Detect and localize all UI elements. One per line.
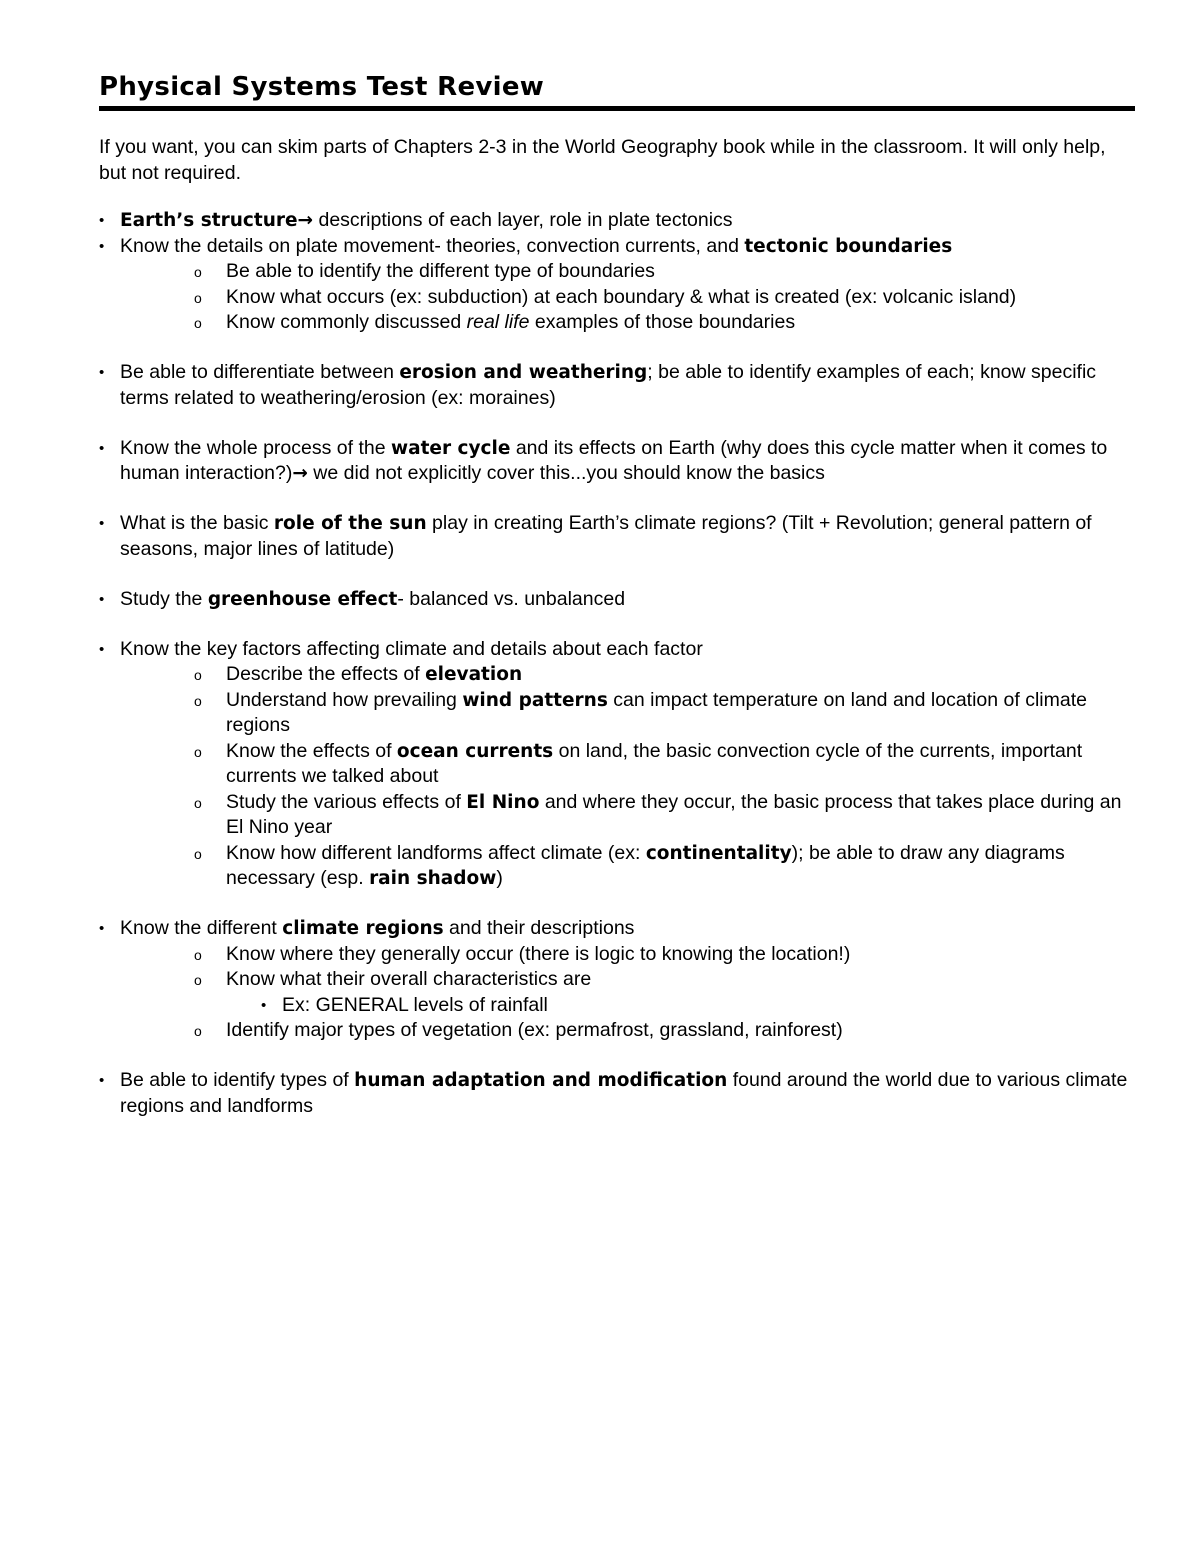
circle-marker-icon: o (194, 743, 202, 760)
sub-item-text: ); be able to draw any diagrams necessary (esp. (226, 841, 1065, 889)
bullet-icon: • (99, 237, 105, 255)
bullet-icon: • (99, 640, 105, 658)
item-text: Be able to differentiate between (120, 361, 400, 383)
bullet-icon: • (99, 212, 105, 229)
circle-marker-icon: o (194, 315, 202, 331)
list-item-climate-regions (99, 916, 1135, 942)
bullet-icon: • (99, 1072, 105, 1089)
sub-item-text: Know where they generally occur (there is logic to knowing the location!) (226, 942, 851, 965)
item-text: - balanced vs. unbalanced (397, 587, 626, 610)
bullet-icon: • (99, 920, 105, 937)
bold-term: water cycle (391, 437, 511, 459)
circle-marker-icon: o (194, 692, 202, 709)
circle-marker-icon: o (194, 1023, 202, 1039)
bold-term: greenhouse effect (207, 588, 398, 610)
sub-item-characteristics (99, 967, 1135, 993)
page-title: Physical Systems Test Review (99, 70, 1135, 111)
item-text: Know the details on plate movement- theories, convection currents, and (120, 234, 745, 257)
circle-marker-icon: o (194, 289, 202, 306)
sub-item-text: Know what occurs (ex: subduction) at each boundary & what is created (ex: volcanic island) (226, 285, 1017, 308)
sub-item-landforms (99, 841, 1135, 892)
circle-marker-icon: o (194, 667, 202, 683)
item-text: What is the basic (120, 512, 274, 534)
sub-item-wind-patterns (99, 688, 1135, 739)
item-text: Study the (120, 587, 208, 610)
intro-paragraph: If you want, you can skim parts of Chapters 2-3 in the World Geography book while in the classroom. It will only help, but not required. (99, 136, 1106, 184)
sub-item-text: Describe the effects of (226, 663, 426, 685)
sub-item-text: Understand how prevailing (226, 688, 463, 711)
bold-term: ocean currents (396, 740, 554, 762)
bold-term: rain shadow (369, 868, 497, 889)
list-item-erosion-weathering (99, 360, 1135, 411)
bold-term: Earth’s structure (120, 210, 298, 231)
item-text: descriptions of each layer, role in plate tectonics (313, 209, 733, 231)
bullet-icon: • (99, 590, 105, 608)
sub-item-ocean-currents (99, 739, 1135, 790)
sub-sub-item-rainfall (99, 993, 1135, 1019)
sub-item-boundary-occurrences (99, 285, 1135, 311)
bullet-icon: • (99, 439, 105, 457)
sub-item-text: Identify major types of vegetation (ex: permafrost, grassland, rainforest) (226, 1019, 843, 1041)
sub-item-text: Know what their overall characteristics are (226, 968, 592, 990)
sub-item-el-nino (99, 790, 1135, 841)
list-item-climate-factors (99, 637, 1135, 663)
sub-item-boundary-types (99, 259, 1135, 285)
item-text: and its effects on Earth (why does this cycle matter when it comes to human interaction?) (120, 436, 1108, 484)
list-item-greenhouse-effect (99, 587, 1135, 613)
sub-item-boundary-examples (99, 310, 1135, 336)
sub-item-text: Be able to identify the different type of boundaries (226, 260, 655, 282)
bold-term: tectonic boundaries (744, 235, 953, 257)
sub-item-text: Know commonly discussed (226, 311, 467, 333)
italic-term: real life (466, 311, 530, 333)
sub-item-vegetation (99, 1018, 1135, 1044)
bold-term: human adaptation and modification (354, 1070, 728, 1091)
item-text: Be able to identify types of (120, 1069, 355, 1091)
sub-item-elevation (99, 662, 1135, 688)
sub-item-text: can impact temperature on land and location of climate regions (226, 688, 1087, 736)
list-item-plate-movement (99, 234, 1135, 260)
arrow-icon: → (297, 210, 314, 231)
bold-term: role of the sun (273, 513, 427, 534)
sub-item-text: examples of those boundaries (529, 311, 796, 333)
arrow-icon: → (292, 463, 308, 484)
sub-item-text: and where they occur, the basic process that takes place during an El Nino year (226, 790, 1122, 838)
circle-marker-icon: o (194, 946, 202, 963)
bold-term: continentality (645, 842, 792, 864)
list-item-role-of-sun (99, 511, 1135, 562)
sub-item-text: Know the effects of (226, 739, 397, 762)
circle-marker-icon: o (194, 845, 202, 862)
item-text: and their descriptions (443, 917, 635, 939)
list-item-earth-structure (99, 208, 1135, 234)
bold-term: elevation (425, 664, 523, 685)
bold-term: erosion and weathering (399, 362, 648, 383)
bold-term: climate regions (282, 918, 444, 939)
list-item-human-adaptation (99, 1068, 1135, 1119)
bold-term: El Nino (466, 791, 540, 813)
item-text: Know the different (120, 917, 283, 939)
review-list (99, 208, 1135, 1119)
item-text: play in creating Earth’s climate regions? (Tilt + Revolution; general pattern of seasons, major lines of latitude) (120, 512, 1092, 560)
circle-marker-icon: o (194, 264, 202, 280)
item-text: Know the key factors affecting climate and details about each factor (120, 637, 703, 660)
sub-item-text: Know how different landforms affect climate (ex: (226, 841, 646, 864)
bullet-icon: • (99, 364, 105, 381)
sub-item-text: Study the various effects of (226, 790, 467, 813)
sub-sub-item-text: Ex: GENERAL levels of rainfall (282, 993, 548, 1016)
circle-marker-icon: o (194, 794, 202, 811)
item-text: we did not explicitly cover this...you should know the basics (307, 462, 825, 484)
sub-item-where-occur (99, 942, 1135, 968)
item-text: found around the world due to various climate regions and landforms (120, 1069, 1128, 1117)
sub-item-text: ) (496, 867, 503, 889)
bold-term: wind patterns (462, 689, 608, 711)
sub-item-text: on land, the basic convection cycle of the currents, important currents we talked about (226, 739, 1083, 787)
bullet-icon: • (261, 996, 267, 1014)
bullet-icon: • (99, 515, 105, 532)
item-text: Know the whole process of the (120, 436, 391, 459)
list-item-water-cycle (99, 436, 1135, 487)
circle-marker-icon: o (194, 972, 202, 988)
item-text: ; be able to identify examples of each; know specific terms related to weathering/erosion (ex: moraines) (120, 361, 1097, 409)
